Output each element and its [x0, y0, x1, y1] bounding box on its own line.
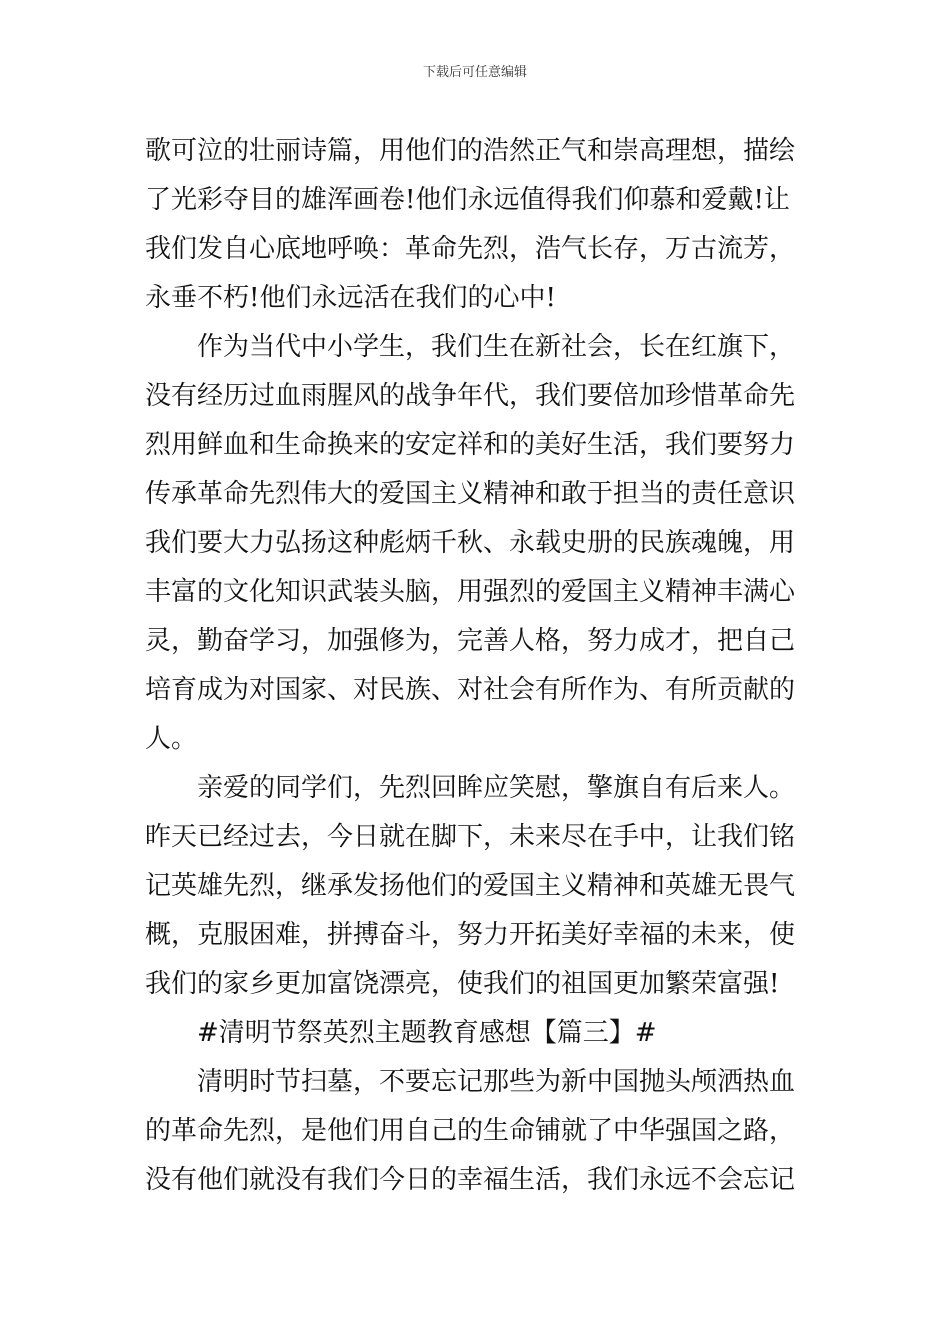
- text-line: 灵，勤奋学习，加强修为，完善人格，努力成才，把自己: [145, 626, 796, 656]
- page-header: 下载后可任意编辑: [422, 65, 527, 80]
- document-body: [145, 127, 810, 1205]
- text-line: 概，克服困难，拼搏奋斗，努力开拓美好幸福的未来，使: [145, 920, 796, 950]
- text-line: 作为当代中小学生，我们生在新社会，长在红旗下，: [145, 332, 796, 362]
- text-line: 人。: [145, 724, 198, 754]
- text-line: 我们发自心底地呼唤：革命先烈，浩气长存，万古流芳，: [145, 234, 796, 264]
- text-line: 传承革命先烈伟大的爱国主义精神和敢于担当的责任意识: [145, 479, 796, 509]
- text-line: 记英雄先烈，继承发扬他们的爱国主义精神和英雄无畏气: [145, 871, 796, 901]
- text-line: 培育成为对国家、对民族、对社会有所作为、有所贡献的: [145, 675, 796, 705]
- text-line: 歌可泣的壮丽诗篇，用他们的浩然正气和崇高理想，描绘: [145, 136, 796, 166]
- text-line: 永垂不朽!他们永远活在我们的心中!: [145, 283, 556, 313]
- text-line: 烈用鲜血和生命换来的安定祥和的美好生活，我们要努力: [145, 430, 796, 460]
- section-heading: #清明节祭英烈主题教育感想【篇三】#: [145, 1018, 657, 1048]
- text-line: 我们要大力弘扬这种彪炳千秋、永载史册的民族魂魄，用: [145, 528, 796, 558]
- text-line: 没有他们就没有我们今日的幸福生活，我们永远不会忘记: [145, 1165, 796, 1195]
- text-line: 我们的家乡更加富饶漂亮，使我们的祖国更加繁荣富强!: [145, 969, 780, 999]
- text-line: 昨天已经过去，今日就在脚下，未来尽在手中，让我们铭: [145, 822, 796, 852]
- text-line: 没有经历过血雨腥风的战争年代，我们要倍加珍惜革命先: [145, 381, 796, 411]
- text-line: 清明时节扫墓，不要忘记那些为新中国抛头颅洒热血: [145, 1067, 796, 1097]
- text-line: 了光彩夺目的雄浑画卷!他们永远值得我们仰慕和爱戴!让: [145, 185, 790, 215]
- text-line: 的革命先烈，是他们用自己的生命铺就了中华强国之路，: [145, 1116, 796, 1146]
- text-line: 亲爱的同学们，先烈回眸应笑慰，擎旗自有后来人。: [145, 773, 796, 803]
- text-line: 丰富的文化知识武装头脑，用强烈的爱国主义精神丰满心: [145, 577, 796, 607]
